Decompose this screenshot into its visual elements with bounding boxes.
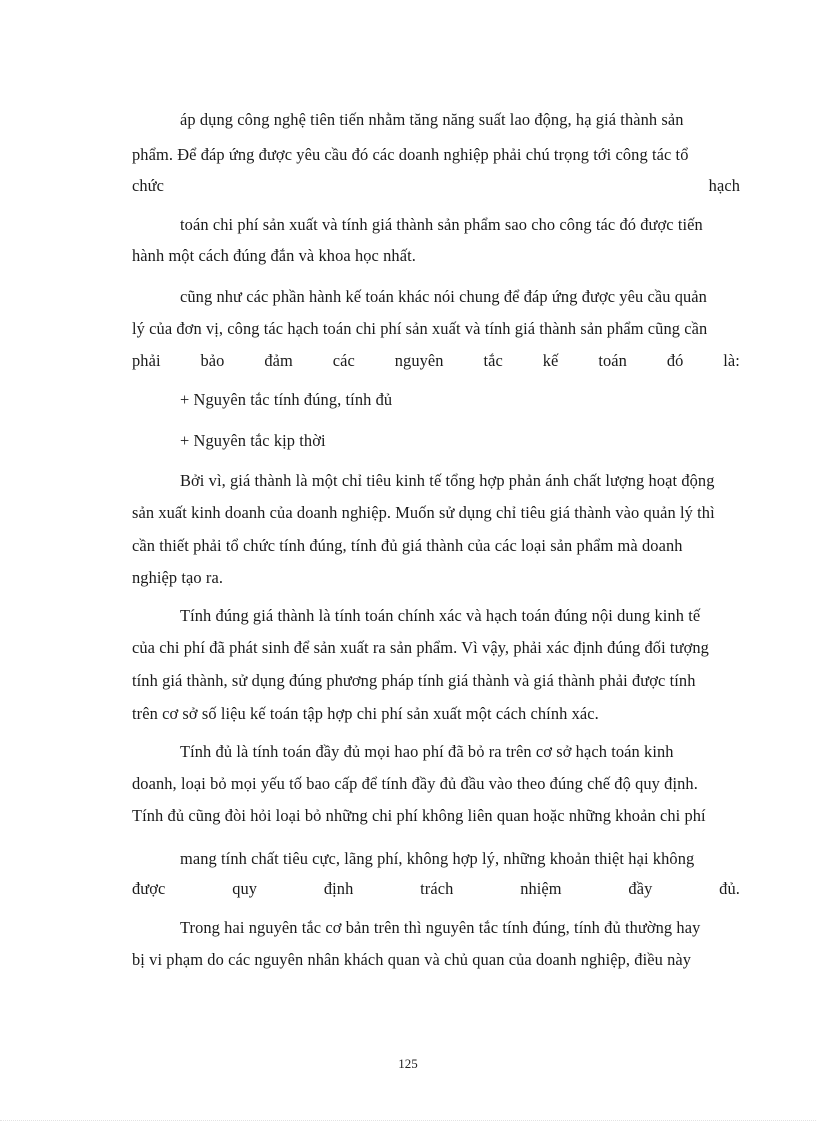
word: toán <box>598 351 627 370</box>
text-line: cũng như các phần hành kế toán khác nói chung để đáp ứng được yêu cầu quản <box>180 287 707 306</box>
page-edge-divider <box>0 1120 816 1121</box>
text-line: trên cơ sở số liệu kế toán tập hợp chi phí sản xuất một cách chính xác. <box>132 704 599 723</box>
word: bảo <box>200 351 225 370</box>
text-line: nghiệp tạo ra. <box>132 568 224 587</box>
text-line: phẩm. Để đáp ứng được yêu cầu đó các doanh nghiệp phải chú trọng tới công tác tổ <box>132 145 689 164</box>
text-line: của chi phí đã phát sinh để sản xuất ra sản phẩm. Vì vậy, phải xác định đúng đối tượng <box>132 638 709 657</box>
text-line: Bởi vì, giá thành là một chỉ tiêu kinh tế tổng hợp phản ánh chất lượng hoạt động <box>180 471 715 490</box>
word: định <box>323 879 354 898</box>
word: nhiệm <box>520 879 562 898</box>
text-line <box>132 176 740 196</box>
text-line: + Nguyên tắc tính đúng, tính đủ <box>180 390 393 409</box>
text-line: lý của đơn vị, công tác hạch toán chi phí sản xuất và tính giá thành sản phẩm cũng cần <box>132 319 708 338</box>
word: được <box>132 879 166 898</box>
word: đầy <box>628 879 653 898</box>
word: hạch <box>708 176 740 195</box>
word: trách <box>420 879 454 898</box>
text-line: sản xuất kinh doanh của doanh nghiệp. Muốn sử dụng chỉ tiêu giá thành vào quản lý thì <box>132 503 715 522</box>
text-line: Trong hai nguyên tắc cơ bản trên thì nguyên tắc tính đúng, tính đủ thường hay <box>180 918 701 937</box>
word: đủ. <box>719 879 740 898</box>
text-line: Tính đúng giá thành là tính toán chính xác và hạch toán đúng nội dung kinh tế <box>180 606 701 625</box>
word: quy <box>232 879 258 898</box>
text-line: tính giá thành, sử dụng đúng phương pháp tính giá thành và giá thành phải được tính <box>132 671 696 690</box>
text-line: áp dụng công nghệ tiên tiến nhằm tăng năng suất lao động, hạ giá thành sản <box>180 110 684 129</box>
word: đảm <box>264 351 293 370</box>
word: là: <box>723 351 740 370</box>
text-line-justified <box>132 351 740 371</box>
word: phải <box>132 351 161 370</box>
text-line: Tính đủ cũng đòi hỏi loại bỏ những chi phí không liên quan hoặc những khoản chi phí <box>132 806 706 825</box>
word: nguyên <box>394 351 444 370</box>
word: kế <box>542 351 559 370</box>
word: các <box>332 351 355 370</box>
text-line: cần thiết phải tổ chức tính đúng, tính đủ giá thành của các loại sản phẩm mà doanh <box>132 536 683 555</box>
word: chức <box>132 176 165 195</box>
text-line: hành một cách đúng đắn và khoa học nhất. <box>132 246 416 265</box>
text-line: mang tính chất tiêu cực, lãng phí, không hợp lý, những khoản thiệt hại không <box>180 849 695 868</box>
text-line: toán chi phí sản xuất và tính giá thành sản phẩm sao cho công tác đó được tiến <box>180 215 703 234</box>
text-line-justified <box>132 879 740 899</box>
text-line: + Nguyên tắc kịp thời <box>180 431 326 450</box>
text-line: doanh, loại bỏ mọi yếu tố bao cấp để tính đầy đủ đầu vào theo đúng chế độ quy định. <box>132 774 698 793</box>
text-line: Tính đủ là tính toán đầy đủ mọi hao phí đã bỏ ra trên cơ sở hạch toán kinh <box>180 742 674 761</box>
word: tắc <box>483 351 503 370</box>
word: đó <box>666 351 684 370</box>
text-line: bị vi phạm do các nguyên nhân khách quan và chủ quan của doanh nghiệp, điều này <box>132 950 692 969</box>
page-number: 125 <box>398 1056 418 1071</box>
